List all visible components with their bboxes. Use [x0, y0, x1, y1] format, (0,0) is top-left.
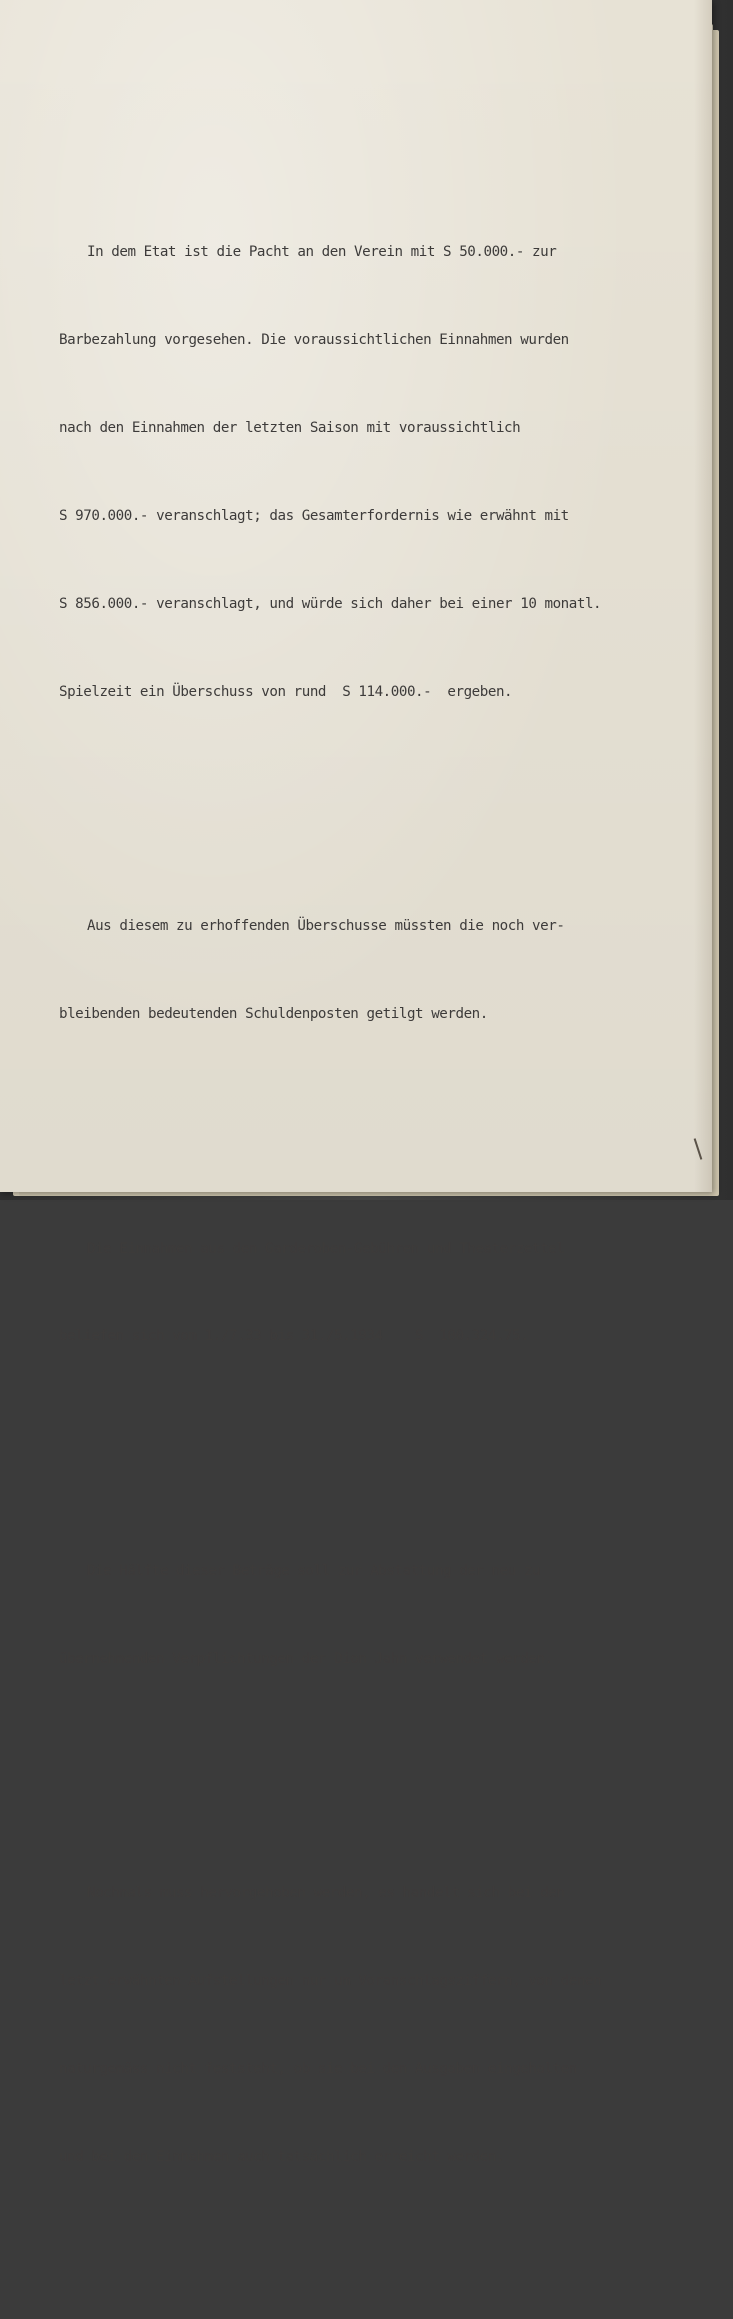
paragraph-nochmals	[59, 1821, 707, 2231]
text-line: Aus diesem zu erhoffenden Überschusse müssten die noch ver-	[87, 918, 565, 935]
typed-text-block	[59, 92, 707, 2319]
text-line: naturgemäss nicht feststeht, ob sie bei den Ausgaben eingehalten	[59, 2060, 577, 2077]
text-line: bleibenden bedeutenden Schuldenposten getilgt werden.	[59, 1006, 488, 1023]
text-line: beliefen sich vom 1./7.33 bis 31./5.1934 S 100.324.75.	[59, 1328, 529, 1345]
text-line: In dem Etat ist die Pacht an den Verein mit S 50.000.- zur	[87, 244, 557, 261]
text-line: nach den Einnahmen der letzten Saison mit voraussichtlich	[59, 420, 521, 437]
paragraph-ueberschuss	[59, 854, 707, 1088]
paragraph-pacht	[59, 180, 707, 766]
text-line: Spielzeit ein Überschuss von rund S 114.000.- ergeben.	[59, 683, 513, 700]
paragraph-haelfte	[59, 1498, 707, 1732]
text-line: Die Einnahmen aus den Garderoben-Gebühren und Theaterzettel	[87, 1240, 565, 1257]
text-line: Nochmals muss hervorgehoben werden, es handelt sich bei den	[87, 1885, 565, 1902]
paragraph-einnahmen	[59, 1176, 707, 1410]
text-line: S 970.000.- veranschlagt; das Gesamterfordernis wie erwähnt mit	[59, 508, 569, 525]
text-line: S 856.000.- veranschlagt, und würde sich daher bei einer 10 monatl.	[59, 596, 602, 613]
text-line: übernehmenden Verpflichtungen der Dion Jahn verwendet werden.	[59, 1650, 553, 1667]
text-line: Die Hälfte dieser Beträge soll zur Abstattung der neu zu	[87, 1562, 541, 1579]
text-line: und bei den Einnahmen auch tatsächlich erreicht werden.	[59, 2148, 505, 2165]
text-line: Barbezahlung vorgesehen. Die voraussichtlichen Einnahmen wurden	[59, 332, 569, 349]
text-line: letzt erwähnten Aufstellungen nur um Voranschlagsziffern, von denen	[59, 1973, 602, 1989]
